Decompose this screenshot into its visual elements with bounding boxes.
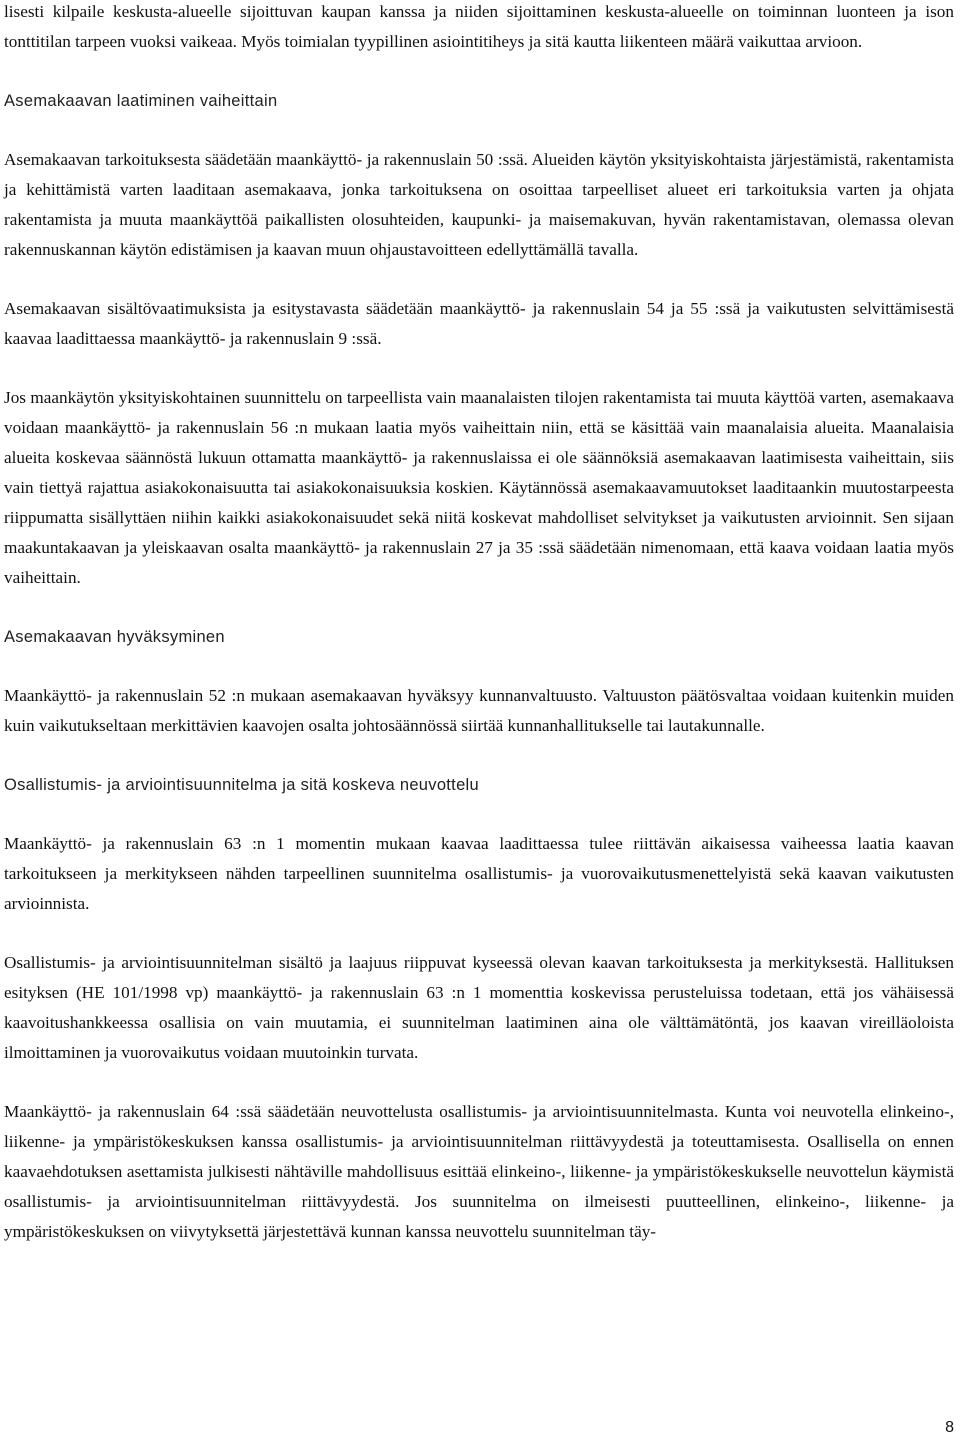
spacer — [4, 116, 954, 145]
spacer — [4, 1068, 954, 1097]
page-number: 8 — [945, 1419, 954, 1436]
paragraph-tarkoitus: Asemakaavan tarkoituksesta säädetään maankäyttö- ja rakennuslain 50 :ssä. Alueiden käytön yksityiskohtaista järjestämistä, rakentamista ja kehittämistä varten laaditaan asemakaava, jonka tarkoituksena on osoittaa tarpeelliset alueet eri tarkoituksia varten ja ohjata rakentamista ja muuta maankäyttöä paikallisten olosuhteiden, kaupunki- ja maisemakuvan, hyvän rakentamistavan, olemassa olevan rakennuskannan käytön edistämisen ja kaavan muun ohjaustavoitteen edellyttämällä tavalla. — [4, 150, 954, 259]
section-heading-hyvaksyminen: Asemakaavan hyväksyminen — [4, 628, 225, 646]
section-heading-osallistumis: Osallistumis- ja arviointisuunnitelma ja sitä koskeva neuvottelu — [4, 776, 479, 794]
spacer — [4, 652, 954, 681]
paragraph-oas-sisalto: Osallistumis- ja arviointisuunnitelman sisältö ja laajuus riippuvat kyseessä olevan kaavan tarkoituksesta ja merkityksestä. Hallituksen esityksen (HE 101/1998 vp) maankäyttö- ja rakennuslain 63 :n 1 momenttia koskevissa perusteluissa todetaan, että jos vähäisessä kaavoitushankkeessa osallisia on vain muutamia, ei suunnitelman laatiminen aina ole välttämätöntä, jos kaavan vireilläoloista ilmoittaminen ja vuorovaikutus voidaan muutoinkin turvata. — [4, 953, 954, 1062]
paragraph-oas-laatiminen: Maankäyttö- ja rakennuslain 63 :n 1 momentin mukaan kaavaa laadittaessa tulee riittävän aikaisessa vaiheessa laatia kaavan tarkoitukseen ja merkitykseen nähden tarpeellinen suunnitelma osallistumis- ja vuorovaikutusmenettelyistä sekä kaavan vaikutusten arvioinnista. — [4, 834, 954, 913]
spacer — [4, 919, 954, 948]
paragraph-neuvottelu: Maankäyttö- ja rakennuslain 64 :ssä säädetään neuvottelusta osallistumis- ja arviointisuunnitelmasta. Kunta voi neuvotella elinkeino-, liikenne- ja ympäristökeskuksen kanssa osallistumis- ja arviointisuunnitelman riittävyydestä ja toteuttamisesta. Osallisella on ennen kaavaehdotuksen asettamista julkisesti nähtäville mahdollisuus esittää elinkeino-, liikenne- ja ympäristökeskukselle neuvottelun käymistä osallistumis- ja arviointisuunnitelman riittävyydestä. Jos suunnitelma on ilmeisesti puutteellinen, elinkeino-, liikenne- ja ympäristökeskuksen on viivytyksettä järjestettävä kunnan kanssa neuvottelu suunnitelman täy- — [4, 1102, 954, 1241]
paragraph-intro: lisesti kilpaile keskusta-alueelle sijoittuvan kaupan kanssa ja niiden sijoittaminen keskusta-alueelle on toiminnan luonteen ja ison tonttitilan tarpeen vuoksi vaikeaa. Myös toimialan tyypillinen asiointitiheys ja sitä kautta liikenteen määrä vaikuttaa arvioon. — [4, 2, 954, 51]
spacer — [4, 354, 954, 383]
spacer — [4, 741, 954, 770]
section-heading-vaiheittain: Asemakaavan laatiminen vaiheittain — [4, 92, 278, 110]
spacer — [4, 800, 954, 829]
paragraph-hyvaksyminen: Maankäyttö- ja rakennuslain 52 :n mukaan asemakaavan hyväksyy kunnanvaltuusto. Valtuuston päätösvaltaa voidaan kuitenkin muiden kuin vaikutukseltaan merkittävien kaavojen osalta johtosäännössä siirtää kunnanhallitukselle tai lautakunnalle. — [4, 686, 954, 735]
paragraph-maanalaiset: Jos maankäytön yksityiskohtainen suunnittelu on tarpeellista vain maanalaisten tilojen rakentamista tai muuta käyttöä varten, asemakaava voidaan maankäyttö- ja rakennuslain 56 :n mukaan laatia myös vaiheittain niin, että se käsittää vain maanalaisia alueita. Maanalaisia alueita koskevaa säännöstä lukuun ottamatta maankäyttö- ja rakennuslaissa ei ole säännöksiä asemakaavan laatimisesta vaiheittain, siis vain tiettyä rajattua asiakokonaisuutta tai asiakokonaisuuksia koskien. Käytännössä asemakaavamuutokset laaditaankin muutostarpeesta riippumatta sisällyttäen niihin kaikki asiakokonaisuudet sekä niitä koskevat mahdolliset selvitykset ja vaikutusten arvioinnit. Sen sijaan maakuntakaavan ja yleiskaavan osalta maankäyttö- ja rakennuslain 27 ja 35 :ssä säädetään nimenomaan, että kaava voidaan laatia myös vaiheittain. — [4, 388, 954, 587]
spacer — [4, 265, 954, 294]
spacer — [4, 57, 954, 86]
document-page — [4, 0, 954, 1247]
paragraph-sisaltovaatimukset: Asemakaavan sisältövaatimuksista ja esitystavasta säädetään maankäyttö- ja rakennuslain 54 ja 55 :ssä ja vaikutusten selvittämisestä kaavaa laadittaessa maankäyttö- ja rakennuslain 9 :ssä. — [4, 299, 954, 348]
spacer — [4, 593, 954, 622]
